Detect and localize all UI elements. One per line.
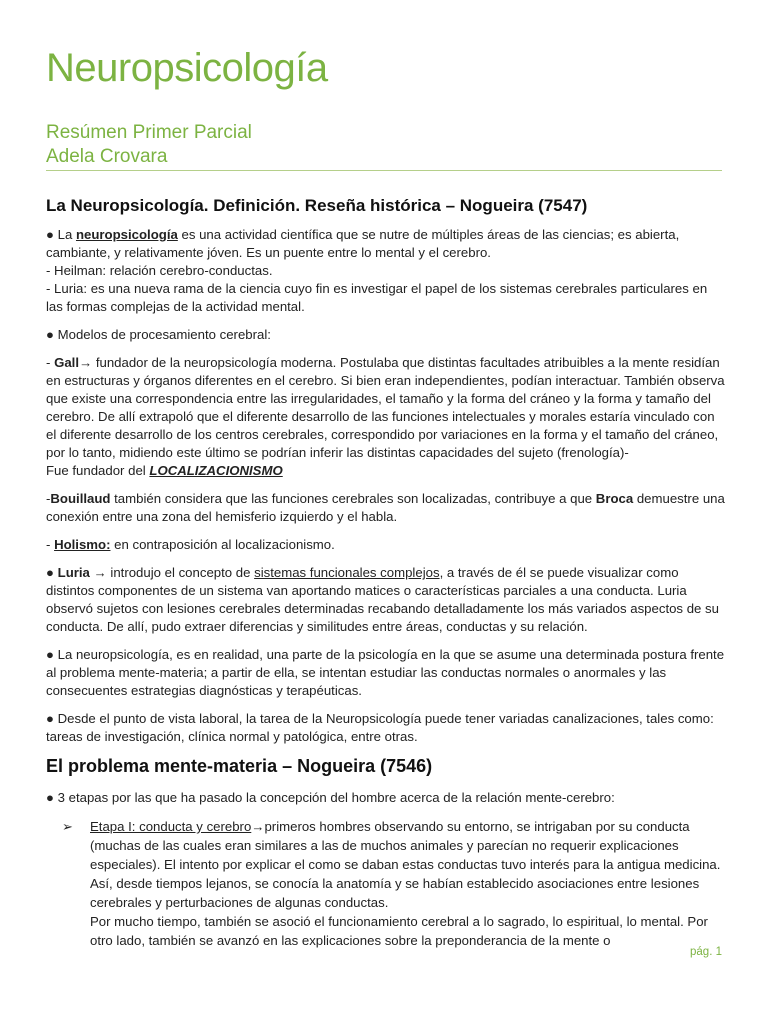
section-1-heading: La Neuropsicología. Definición. Reseña histórica – Nogueira (7547)	[46, 196, 588, 215]
paragraph-laboral: ● Desde el punto de vista laboral, la tarea de la Neuropsicología puede tener variadas canalizaciones, tales como: tareas de investigación, clínica normal y patológica, entre otras.	[46, 711, 714, 744]
subtitle-line-1: Resúmen Primer Parcial	[46, 122, 252, 143]
paragraph-gall: - Gall→ fundador de la neuropsicología moderna. Postulaba que distintas facultades atribuibles a la mente residían en estructuras y órganos diferentes en el cerebro. Si bien eran independientes, podían interactuar. También observa que existe una correspondencia entre las irregularidades, el tamaño y la forma del cráneo y la forma y tamaño del cerebro. De allí extrapoló que el diferente desarrollo de las funciones intelectuales y morales estaría vinculado con el diferente desarrollo de los centros cerebrales, correspondido por variaciones en la forma y el tamaño del cráneo, por lo tanto, midiendo este último se podrían inferir las distintas capacidades del sujeto (frenología)- Fue fundador del LOCALIZACIONISMO	[46, 355, 725, 478]
page-number: pág. 1	[690, 946, 722, 958]
paragraph-bouillaud: -Bouillaud también considera que las funciones cerebrales son localizadas, contribuye a que Broca demuestre una conexión entre una zona del hemisferio izquierdo y el habla.	[46, 491, 725, 524]
header-divider	[46, 170, 722, 171]
term-localizacionismo: LOCALIZACIONISMO	[149, 463, 283, 478]
paragraph-modelos: ● Modelos de procesamiento cerebral:	[46, 327, 271, 342]
term-gall: Gall	[54, 355, 79, 370]
etapa-1-label: Etapa I: conducta y cerebro	[90, 819, 252, 834]
paragraph-etapas: ● 3 etapas por las que ha pasado la concepción del hombre acerca de la relación mente-cerebro:	[46, 790, 615, 805]
paragraph-definition: ● La neuropsicología es una actividad científica que se nutre de múltiples áreas de las ciencias; es abierta, cambiante, y relativamente jóven. Es un puente entre lo mental y el cerebro. - Heilman: relación cerebro-conductas. - Luria: es una nueva rama de la ciencia cuyo fin es investigar el papel de los sistemas cerebrales particulares en las formas complejas de la actividad mental.	[46, 227, 708, 314]
paragraph-luria: ● Luria → introdujo el concepto de sistemas funcionales complejos, a través de él se puede visualizar como distintos componentes de un sistema van aportando matices o características parciales a una conducta. Luria observó sujetos con lesiones cerebrales determinadas recabando detalladamente los más variados aspectos de su conducta. De allí, pudo extraer diferencias y similitudes entre áreas, conductas y su relación.	[46, 565, 719, 634]
term-luria: Luria	[57, 565, 90, 580]
paragraph-mente-materia: ● La neuropsicología, es en realidad, una parte de la psicología en la que se asume una determinada postura frente al problema mente-materia; a partir de ella, se intentan estudiar las conductas normales o anormales y las consecuentes estrategias diagnósticas y terapéuticas.	[46, 647, 725, 698]
subtitle-author: Adela Crovara	[46, 146, 168, 167]
term-bouillaud: Bouillaud	[50, 491, 111, 506]
term-sistemas-funcionales: sistemas funcionales complejos	[254, 565, 440, 580]
term-holismo: Holismo:	[54, 537, 111, 552]
document-body	[46, 196, 726, 950]
etapas-list	[46, 817, 726, 950]
section-2-heading: El problema mente-materia – Nogueira (7546)	[46, 756, 433, 776]
term-broca: Broca	[595, 491, 634, 506]
arrow-bullet-icon: ➢	[62, 819, 73, 834]
term-neuropsicologia: neuropsicología	[75, 227, 178, 242]
heilman-line: - Heilman: relación cerebro-conductas.	[46, 263, 273, 278]
document-title: Neuropsicología	[46, 46, 328, 90]
paragraph-holismo: - Holismo: en contraposición al localizacionismo.	[46, 537, 335, 552]
list-item: ➢ Etapa I: conducta y cerebro→primeros hombres observando su entorno, se intrigaban por su conducta (muchas de las cuales eran similares a las de muchos animales y parecían no requerir explicaciones especiales). El intento por explicar el como se daban estas conductas tuvo interés para la antigua medicina. Así, desde tiempos lejanos, se conocía la anatomía y se habían establecido asociaciones entre lesiones cerebrales y perturbaciones de algunas conductas. Por mucho tiempo, también se asoció el funcionamiento cerebral a lo sagrado, lo espiritual, lo mental. Por otro lado, también se avanzó en las explicaciones sobre la preponderancia de la mente o	[62, 819, 721, 948]
luria-line: - Luria: es una nueva rama de la ciencia cuyo fin es investigar el papel de los sistemas cerebrales particulares en las formas complejas de la actividad mental.	[46, 281, 708, 314]
document-subtitle	[46, 121, 252, 169]
